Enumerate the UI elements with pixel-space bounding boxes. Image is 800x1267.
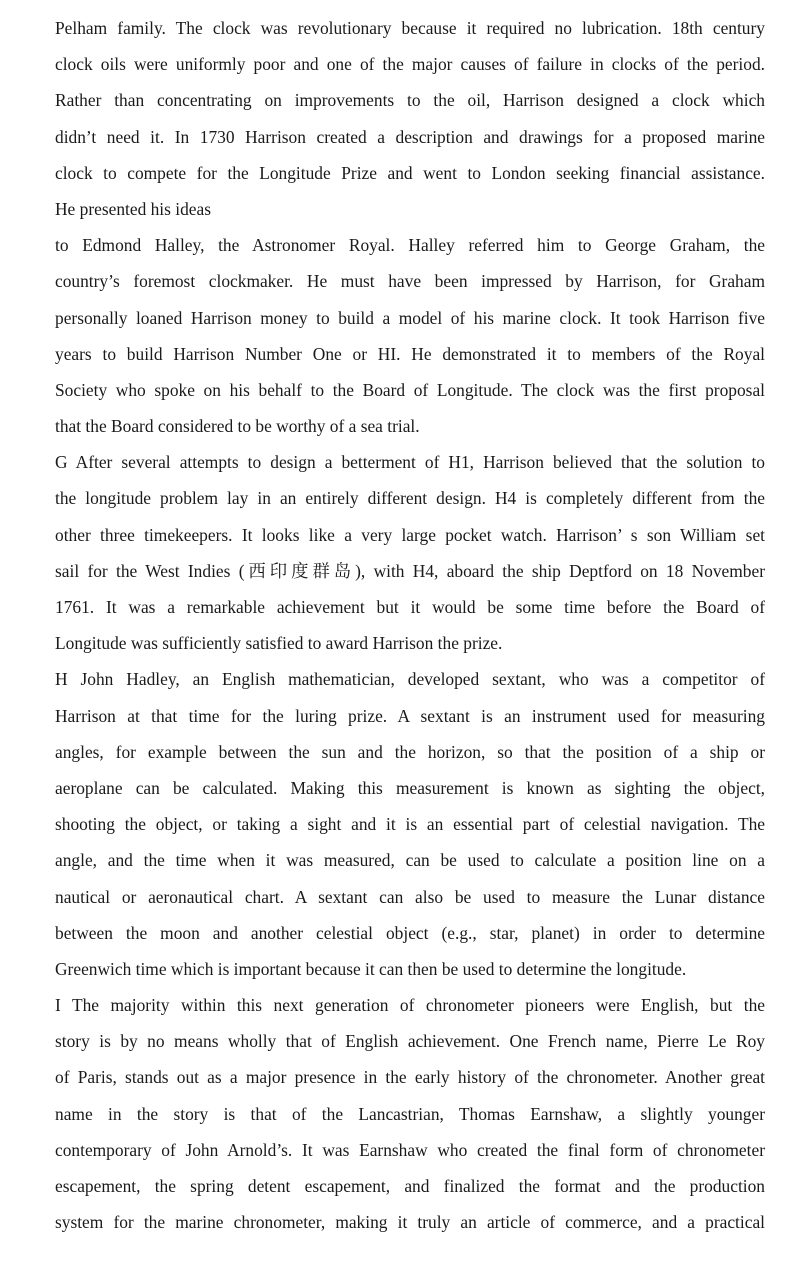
text-line: system for the marine chronometer, making it truly an article of commerce, and a practical bbox=[55, 1212, 765, 1233]
text-line: 1761. It was a remarkable achievement but it would be some time before the Board of bbox=[55, 597, 765, 617]
text-line: Society who spoke on his behalf to the Board of Longitude. The clock was the first proposal bbox=[55, 379, 765, 400]
text-line: Harrison at that time for the luring prize. A sextant is an instrument used for measuring bbox=[55, 705, 765, 726]
text-line: I The majority within this next generation of chronometer pioneers were English, but the bbox=[55, 995, 765, 1016]
text-line: of Paris, stands out as a major presence in the early history of the chronometer. Another great bbox=[55, 1067, 765, 1088]
text-line: sail for the West Indies (西印度群岛), with H4, aboard the ship Deptford on 18 November bbox=[55, 560, 765, 581]
text-line: clock oils were uniformly poor and one of the major causes of failure in clocks of the period. bbox=[55, 54, 765, 75]
text-line: between the moon and another celestial object (e.g., star, planet) in order to determine bbox=[55, 922, 765, 943]
text-line: the longitude problem lay in an entirely different design. H4 is completely different from the bbox=[55, 488, 765, 509]
text-line: contemporary of John Arnold’s. It was Earnshaw who created the final form of chronometer bbox=[55, 1139, 765, 1160]
text-line: other three timekeepers. It looks like a very large pocket watch. Harrison’ s son William set bbox=[55, 524, 765, 545]
text-line: Rather than concentrating on improvements to the oil, Harrison designed a clock which bbox=[55, 90, 765, 111]
text-line: Longitude was sufficiently satisfied to award Harrison the prize. bbox=[55, 633, 503, 654]
document-page bbox=[55, 10, 765, 1240]
text-line: Pelham family. The clock was revolutionary because it required no lubrication. 18th century bbox=[55, 18, 765, 38]
text-line: nautical or aeronautical chart. A sextant can also be used to measure the Lunar distance bbox=[55, 886, 765, 907]
text-line: story is by no means wholly that of English achievement. One French name, Pierre Le Roy bbox=[55, 1031, 765, 1052]
text-line: name in the story is that of the Lancastrian, Thomas Earnshaw, a slightly younger bbox=[55, 1103, 765, 1124]
text-line: H John Hadley, an English mathematician, developed sextant, who was a competitor of bbox=[55, 669, 765, 690]
text-line: He presented his ideas bbox=[55, 198, 211, 219]
text-line: years to build Harrison Number One or HI. He demonstrated it to members of the Royal bbox=[55, 343, 765, 364]
text-line: aeroplane can be calculated. Making this measurement is known as sighting the object, bbox=[55, 777, 765, 798]
text-line: didn’t need it. In 1730 Harrison created a description and drawings for a proposed marine bbox=[55, 126, 765, 147]
text-line: that the Board considered to be worthy of a sea trial. bbox=[55, 416, 420, 437]
text-line: escapement, the spring detent escapement, and finalized the format and the production bbox=[55, 1176, 765, 1196]
text-line: clock to compete for the Longitude Prize and went to London seeking financial assistance. bbox=[55, 162, 765, 183]
text-line: to Edmond Halley, the Astronomer Royal. Halley referred him to George Graham, the bbox=[55, 235, 765, 256]
text-line: angle, and the time when it was measured, can be used to calculate a position line on a bbox=[55, 850, 765, 871]
text-line: country’s foremost clockmaker. He must have been impressed by Harrison, for Graham bbox=[55, 271, 765, 292]
text-line: angles, for example between the sun and the horizon, so that the position of a ship or bbox=[55, 741, 765, 762]
text-line: G After several attempts to design a betterment of H1, Harrison believed that the solution to bbox=[55, 452, 765, 473]
text-line: Greenwich time which is important because it can then be used to determine the longitude. bbox=[55, 958, 687, 979]
text-line: personally loaned Harrison money to build a model of his marine clock. It took Harrison five bbox=[55, 307, 765, 328]
text-line: shooting the object, or taking a sight and it is an essential part of celestial navigation. The bbox=[55, 814, 765, 835]
